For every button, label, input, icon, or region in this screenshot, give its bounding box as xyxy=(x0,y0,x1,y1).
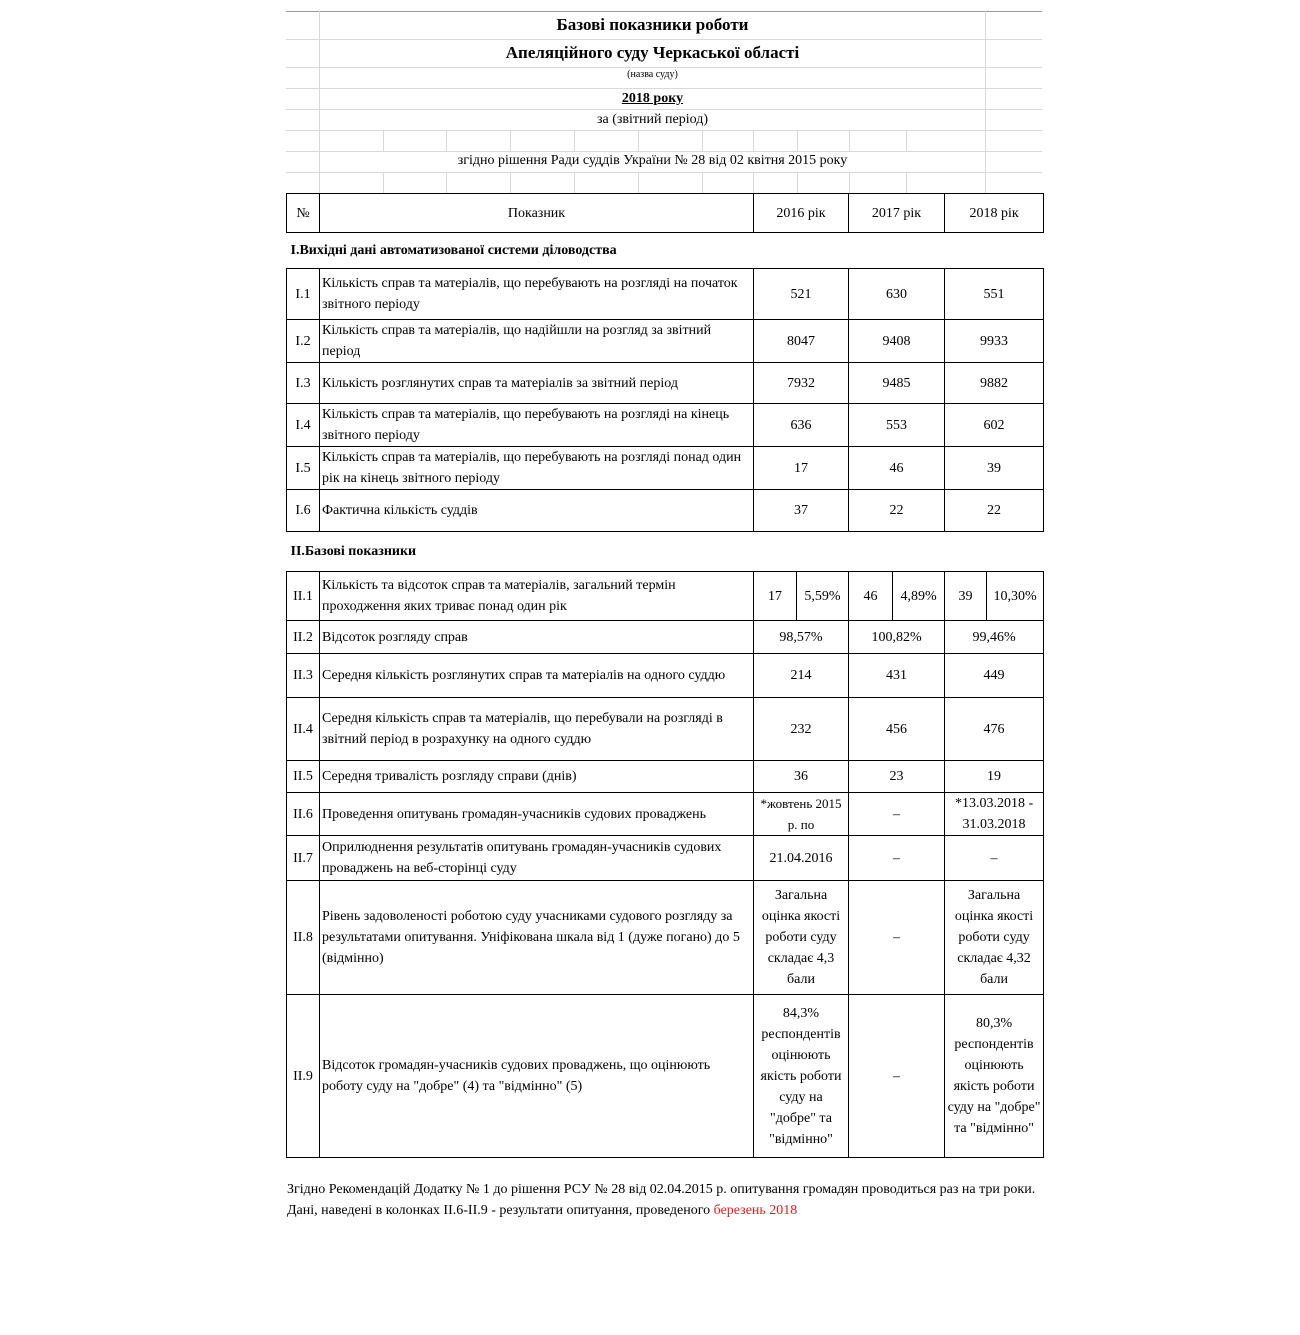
footnote xyxy=(287,1179,1047,1221)
table-row xyxy=(287,269,1044,320)
row-number: І.2 xyxy=(287,320,320,363)
table-row xyxy=(287,490,1044,532)
row-number: ІІ.5 xyxy=(287,761,320,793)
count-2017: 46 xyxy=(849,572,893,621)
row-label: Кількість справ та матеріалів, що перебувають на розгляді понад один рік на кінець звітного періоду xyxy=(320,447,754,490)
table-row xyxy=(287,995,1044,1158)
column-header-2018: 2018 рік xyxy=(945,194,1044,233)
table-row xyxy=(287,363,1044,404)
row-label: Середня кількість розглянутих справ та матеріалів на одного суддю xyxy=(320,654,754,698)
value-2017: – xyxy=(849,793,945,836)
court-name: Апеляційного суду Черкаської області xyxy=(505,43,800,62)
value-2017: 431 xyxy=(849,654,945,698)
row-number: І.6 xyxy=(287,490,320,532)
row-number: І.3 xyxy=(287,363,320,404)
indicators-table xyxy=(286,193,1044,1158)
table-row xyxy=(287,572,1044,621)
row-label: Відсоток громадян-учасників судових проваджень, що оцінюють роботу суду на "добре" (4) та "відмінно" (5) xyxy=(320,995,754,1158)
row-number: ІІ.3 xyxy=(287,654,320,698)
value-2018: 39 xyxy=(945,447,1044,490)
footnote-highlight: березень 2018 xyxy=(713,1203,798,1218)
value-2017: 553 xyxy=(849,404,945,447)
value-2018: 551 xyxy=(945,269,1044,320)
value-2017: 22 xyxy=(849,490,945,532)
percent-2017: 4,89% xyxy=(893,572,945,621)
value-2016: 214 xyxy=(754,654,849,698)
row-label: Кількість справ та матеріалів, що перебувають на розгляді на початок звітного періоду xyxy=(320,269,754,320)
row-number: ІІ.7 xyxy=(287,836,320,881)
table-row xyxy=(287,404,1044,447)
value-2016: 232 xyxy=(754,698,849,761)
value-2016: 521 xyxy=(754,269,849,320)
section-heading-ii xyxy=(287,532,1044,572)
value-2017: 46 xyxy=(849,447,945,490)
value-2018: 476 xyxy=(945,698,1044,761)
row-label: Відсоток розгляду справ xyxy=(320,621,754,654)
value-2016: 7932 xyxy=(754,363,849,404)
report-year: 2018 року xyxy=(621,91,684,106)
table-row xyxy=(287,793,1044,836)
value-2017: 100,82% xyxy=(849,621,945,654)
row-number: І.5 xyxy=(287,447,320,490)
value-2016: 98,57% xyxy=(754,621,849,654)
value-2018: *13.03.2018 - 31.03.2018 xyxy=(945,793,1044,836)
value-2017: 9485 xyxy=(849,363,945,404)
value-2016: Загальна оцінка якості роботи суду складає 4,3 бали xyxy=(754,881,849,995)
column-header-indicator: Показник xyxy=(320,194,754,233)
section-title: І.Вихідні дані автоматизованої системи діловодства xyxy=(287,233,1044,269)
report-header xyxy=(286,11,1042,194)
section-title: ІІ.Базові показники xyxy=(287,532,1044,572)
value-2016: 17 xyxy=(754,447,849,490)
row-label: Середня тривалість розгляду справи (днів) xyxy=(320,761,754,793)
value-2017: 23 xyxy=(849,761,945,793)
value-2017: 9408 xyxy=(849,320,945,363)
value-2018: 19 xyxy=(945,761,1044,793)
table-row xyxy=(287,320,1044,363)
row-label: Рівень задоволеності роботою суду учасниками судового розгляду за результатами опитування. Уніфікована шкала від 1 (дуже погано) до 5 (відмінно) xyxy=(320,881,754,995)
row-label: Кількість справ та матеріалів, що перебувають на розгляді на кінець звітного періоду xyxy=(320,404,754,447)
value-2016: 36 xyxy=(754,761,849,793)
value-2016: *жовтень 2015 р. по xyxy=(754,793,849,836)
value-2018: 99,46% xyxy=(945,621,1044,654)
row-label: Кількість та відсоток справ та матеріалів, загальний термін проходження яких триває понад один рік xyxy=(320,572,754,621)
table-row xyxy=(287,621,1044,654)
value-2016: 636 xyxy=(754,404,849,447)
value-2018: Загальна оцінка якості роботи суду складає 4,32 бали xyxy=(945,881,1044,995)
footnote-text: Згідно Рекомендацій Додатку № 1 до рішення РСУ № 28 від 02.04.2015 р. опитування громадян проводиться раз на три роки. Дані, наведені в колонках ІІ.6-ІІ.9 - результати опитуання, проведеного xyxy=(287,1182,1036,1218)
row-label: Проведення опитувань громадян-учасників судових проваджень xyxy=(320,793,754,836)
table-row xyxy=(287,836,1044,881)
column-header-2016: 2016 рік xyxy=(754,194,849,233)
value-2018: 9882 xyxy=(945,363,1044,404)
value-2018: 602 xyxy=(945,404,1044,447)
table-row xyxy=(287,698,1044,761)
value-2016: 21.04.2016 xyxy=(754,836,849,881)
value-2017: 630 xyxy=(849,269,945,320)
value-2018: 22 xyxy=(945,490,1044,532)
table-header-row xyxy=(287,194,1044,233)
row-number: І.4 xyxy=(287,404,320,447)
row-number: ІІ.9 xyxy=(287,995,320,1158)
column-header-2017: 2017 рік xyxy=(849,194,945,233)
row-label: Кількість справ та матеріалів, що надійшли на розгляд за звітний період xyxy=(320,320,754,363)
count-2018: 39 xyxy=(945,572,987,621)
value-2017: – xyxy=(849,836,945,881)
row-label: Середня кількість справ та матеріалів, що перебували на розгляді в звітний період в розрахунку на одного суддю xyxy=(320,698,754,761)
percent-2018: 10,30% xyxy=(987,572,1044,621)
row-number: ІІ.4 xyxy=(287,698,320,761)
report-title: Базові показники роботи xyxy=(556,15,749,34)
value-2017: – xyxy=(849,995,945,1158)
value-2018: 9933 xyxy=(945,320,1044,363)
decision-reference: згідно рішення Ради суддів України № 28 від 02 квітня 2015 року xyxy=(457,153,848,168)
table-row xyxy=(287,881,1044,995)
section-heading-i xyxy=(287,233,1044,269)
count-2016: 17 xyxy=(754,572,797,621)
table-row xyxy=(287,447,1044,490)
value-2018: 449 xyxy=(945,654,1044,698)
period-caption: за (звітний період) xyxy=(596,112,708,127)
percent-2016: 5,59% xyxy=(797,572,849,621)
value-2018: 80,3% респондентів оцінюють якість роботи суду на "добре" та "відмінно" xyxy=(945,995,1044,1158)
value-2016: 84,3% респондентів оцінюють якість роботи суду на "добре" та "відмінно" xyxy=(754,995,849,1158)
value-2016: 8047 xyxy=(754,320,849,363)
row-number: ІІ.2 xyxy=(287,621,320,654)
row-number: ІІ.1 xyxy=(287,572,320,621)
value-2017: – xyxy=(849,881,945,995)
value-2017: 456 xyxy=(849,698,945,761)
court-name-caption: (назва суду) xyxy=(627,69,678,80)
value-2016: 37 xyxy=(754,490,849,532)
row-label: Кількість розглянутих справ та матеріалів за звітний період xyxy=(320,363,754,404)
row-number: І.1 xyxy=(287,269,320,320)
table-row xyxy=(287,654,1044,698)
table-row xyxy=(287,761,1044,793)
value-2018: – xyxy=(945,836,1044,881)
column-header-number: № xyxy=(287,194,320,233)
row-label: Оприлюднення результатів опитувань громадян-учасників судових проваджень на веб-сторінці суду xyxy=(320,836,754,881)
row-number: ІІ.6 xyxy=(287,793,320,836)
row-number: ІІ.8 xyxy=(287,881,320,995)
row-label: Фактична кількість суддів xyxy=(320,490,754,532)
